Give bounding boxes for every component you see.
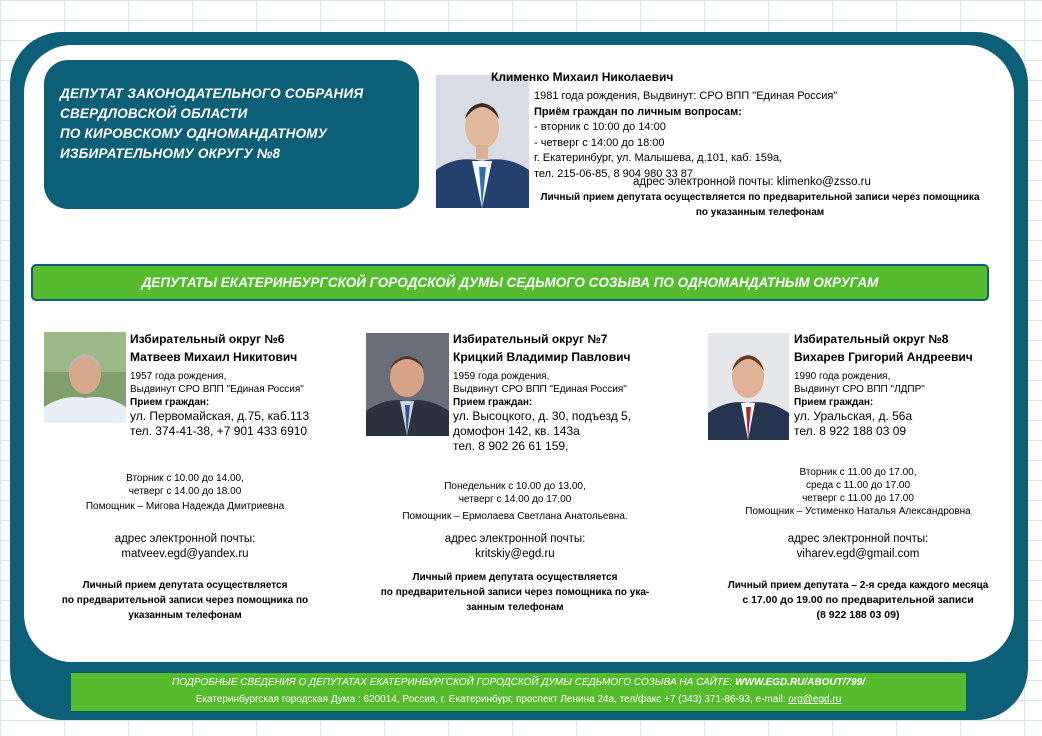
footer-address: Екатеринбургская городская Дума : 620014, Россия, г. Екатеринбург, проспект Ленина 24а, тел/факс +7 (343) 371-86-93, e-mail: [195,694,789,705]
note-line: по предварительной записи через помощника по [61,595,309,606]
deputy-name: Матвеев Михаил Никитович [130,350,298,364]
schedule-line: четверг с 11.00 до 17.00 [802,493,914,504]
note-line: Личный прием депутата осуществляется [412,572,618,583]
address-line: тел. 374-41-38, +7 901 433 6910 [130,424,308,438]
deputy-name: Крицкий Владимир Павлович [453,350,631,364]
schedule-line: четверг с 14.00 до 18.00 [128,486,242,497]
main-deputy-photo [436,75,529,208]
footer-line-1 [71,674,966,691]
deputy-card-8 [794,330,1024,439]
email-label: адрес электронной почты: [787,533,929,545]
main-deputy-info [534,89,864,182]
schedule-line: Вторник с 11.00 до 17.00, [799,467,917,478]
note-line: (8 922 188 03 09) [816,609,900,621]
district-label: Избирательный округ №6 [130,332,285,346]
birth-text: 1957 года рождения, [130,371,227,382]
schedule-6 [60,472,310,623]
birth-text: 1990 года рождения, [794,371,891,382]
header-line: СВЕРДЛОВСКОЙ ОБЛАСТИ [60,106,248,121]
party-text: Выдвинут СРО ВПП "Единая Россия" [130,384,304,395]
schedule-line: Вторник с 10.00 до 14.00, [126,473,244,484]
deputy-photo [366,333,449,436]
deputy-photo [44,332,126,423]
email-link[interactable]: matveev.egd@yandex.ru [121,548,249,560]
assistant-text: Помощник – Ермолаева Светлана Анатольевна. [402,511,628,522]
footer-line-2 [71,691,966,708]
schedule-line: четверг с 14.00 до 17.00 [458,494,572,505]
email-link[interactable]: viharev.egd@gmail.com [796,548,920,560]
schedule-8 [708,466,1008,623]
phone-text: тел. 215-06-85, 8 904 980 33 87 [534,167,693,180]
schedule-line: Понедельник с 10.00 до 13.00, [444,481,586,492]
section-banner: ДЕПУТАТЫ ЕКАТЕРИНБУРГСКОЙ ГОРОДСКОЙ ДУМЫ СЕДЬМОГО СОЗЫВА ПО ОДНОМАНДАТНЫМ ОКРУГАМ [31,264,989,301]
header-line: ДЕПУТАТ ЗАКОНОДАТЕЛЬНОГО СОБРАНИЯ [60,86,364,101]
party-text: Выдвинут СРО ВПП "ЛДПР" [794,384,925,395]
address-line: ул. Уральская, д. 56а [794,409,913,423]
note-line: указанным телефонам [128,610,242,621]
email-label: адрес электронной почты: [444,533,586,545]
reception-line: - вторник с 10:00 до 14:00 [534,121,666,133]
deputy-photo [708,333,789,440]
note-line: Личный прием депутата осуществляется [82,580,288,591]
main-deputy-name: Клименко Михаил Николаевич [491,70,674,84]
email-label: адрес электронной почты: [114,533,256,545]
note-line: с 17.00 до 19.00 по предварительной записи [742,594,974,606]
address-line: домофон 142, кв. 143а [453,424,580,438]
deputy-card-7 [453,330,693,454]
schedule-line: среда с 11.00 до 17.00 [805,480,911,491]
header-line: ПО КИРОВСКОМУ ОДНОМАНДАТНОМУ [60,126,328,141]
reception-label: Прием граждан: [130,397,210,408]
header-box [44,60,419,209]
deputy-card-6 [130,330,360,439]
reception-title: Приём граждан по личным вопросам: [534,105,742,118]
email-link[interactable]: kritskiy@egd.ru [475,548,555,560]
address-line: тел. 8 922 188 03 09 [794,424,907,438]
reception-label: Прием граждан: [453,397,533,408]
address-line: ул. Первомайская, д.75, каб.113 [130,409,310,423]
header-line: ИЗБИРАТЕЛЬНОМУ ОКРУГУ №8 [60,146,281,161]
reception-line: - четверг с 14:00 до 18:00 [534,136,665,149]
footer-text: ПОДРОБНЫЕ СВЕДЕНИЯ О ДЕПУТАТАХ ЕКАТЕРИНБУРГСКОЙ ГОРОДСКОЙ ДУМЫ СЕДЬМОГО СОЗЫВА НА САЙТЕ: [172,677,736,688]
assistant-text: Помощник – Устименко Наталья Александровна [745,506,971,517]
footer-email-link[interactable]: org@egd.ru [788,694,842,705]
note-line: Личный прием депутата осуществляется по предварительной записи через помощника [540,192,980,203]
note-line: занным телефонам [466,602,564,613]
main-deputy-email: адрес электронной почты: klimenko@zsso.ru [633,176,871,188]
address-line: тел. 8 902 26 61 159, [453,439,569,453]
footer [71,673,966,711]
party-text: Выдвинут СРО ВПП "Единая Россия" [453,384,627,395]
deputy-name: Вихарев Григорий Андреевич [794,350,973,364]
address-line: ул. Высоцкого, д. 30, подъезд 5, [453,409,632,423]
schedule-7 [370,480,660,615]
note-line: Личный прием депутата – 2-я среда каждого месяца [727,580,989,591]
website-link[interactable]: WWW.EGD.RU/ABOUT/799/ [735,677,865,688]
note-line: по предварительной записи через помощника по ука- [380,587,650,598]
birth-text: 1959 года рождения, [453,371,550,382]
district-label: Избирательный округ №7 [453,332,608,346]
address-text: г. Екатеринбург, ул. Малышева, д.101, каб. 159а, [534,152,783,164]
district-label: Избирательный округ №8 [794,332,949,346]
assistant-text: Помощник – Мигова Надежда Дмитриевна [85,501,285,512]
reception-label: Прием граждан: [794,397,874,408]
birth-text: 1981 года рождения, Выдвинут: СРО ВПП "Единая Россия" [534,90,838,102]
note-line: по указанным телефонам [695,207,825,218]
main-deputy-note [530,190,990,220]
